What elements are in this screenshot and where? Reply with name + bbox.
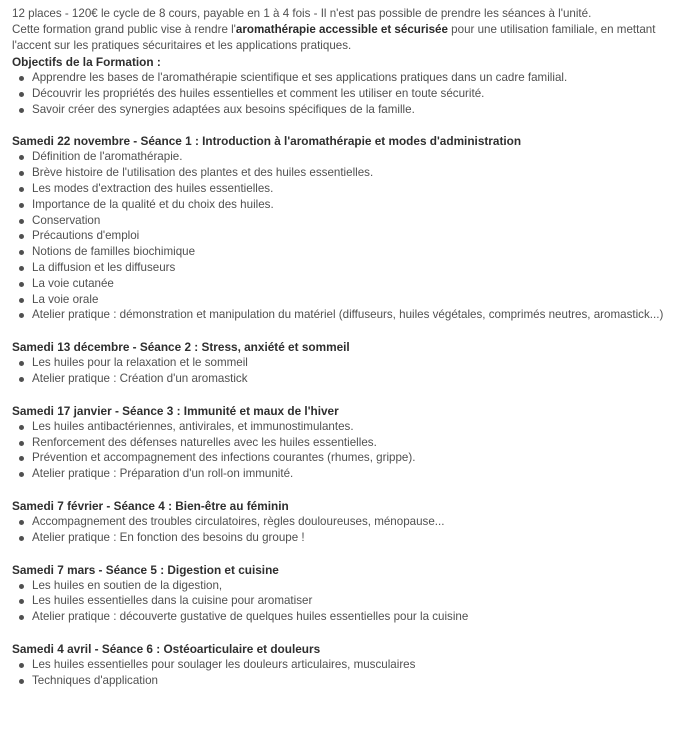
section-title: Samedi 17 janvier - Séance 3 : Immunité et maux de l'hiver [12, 403, 339, 418]
section-title: Samedi 13 décembre - Séance 2 : Stress, anxiété et sommeil [12, 340, 350, 355]
section-block [12, 339, 675, 387]
list-item: Atelier pratique : Création d'un aromastick [32, 371, 675, 387]
section-list [12, 355, 675, 387]
description-before: Cette formation grand public vise à rendre l' [12, 23, 236, 36]
description-text [12, 22, 675, 54]
intro-text: 12 places - 120€ le cycle de 8 cours, payable en 1 à 4 fois - Il n'est pas possible de prendre les séances à l'unité. [12, 7, 592, 20]
section-title: Samedi 4 avril - Séance 6 : Ostéoarticulaire et douleurs [12, 641, 321, 656]
list-item: Atelier pratique : Préparation d'un roll-on immunité. [32, 466, 675, 482]
section-block [12, 403, 675, 482]
list-item: La voie orale [32, 292, 675, 308]
section-block [12, 133, 675, 323]
list-item: Savoir créer des synergies adaptées aux besoins spécifiques de la famille. [32, 102, 675, 118]
list-item: Les modes d'extraction des huiles essentielles. [32, 181, 675, 197]
list-item: Accompagnement des troubles circulatoires, règles douloureuses, ménopause... [32, 514, 675, 530]
list-item: Notions de familles biochimique [32, 244, 675, 260]
list-item: Importance de la qualité et du choix des huiles. [32, 197, 675, 213]
section-list [12, 70, 675, 117]
list-item: Les huiles antibactériennes, antivirales, et immunostimulantes. [32, 419, 675, 435]
section-title: Samedi 22 novembre - Séance 1 : Introduction à l'aromathérapie et modes d'administration [12, 134, 522, 149]
section-list [12, 419, 675, 482]
description-after: pour une utilisation familiale, en mettant l'accent sur les pratiques sécuritaires et les applications pratiques. [12, 23, 656, 52]
list-item: Les huiles essentielles pour soulager les douleurs articulaires, musculaires [32, 657, 675, 673]
list-item: La voie cutanée [32, 276, 675, 292]
sections-container [12, 54, 675, 689]
section-block [12, 641, 675, 689]
section-title: Samedi 7 février - Séance 4 : Bien-être au féminin [12, 498, 289, 513]
list-item: Atelier pratique : démonstration et manipulation du matériel (diffuseurs, huiles végétales, comprimés neutres, aromastick...) [32, 307, 675, 323]
section-list [12, 578, 675, 625]
list-item: Atelier pratique : découverte gustative de quelques huiles essentielles pour la cuisine [32, 609, 675, 625]
section-block [12, 54, 675, 117]
list-item: Techniques d'application [32, 673, 675, 689]
list-item: Apprendre les bases de l'aromathérapie scientifique et ses applications pratiques dans un cadre familial. [32, 70, 675, 86]
list-item: Brève histoire de l'utilisation des plantes et des huiles essentielles. [32, 165, 675, 181]
list-item: Renforcement des défenses naturelles avec les huiles essentielles. [32, 435, 675, 451]
list-item: Découvrir les propriétés des huiles essentielles et comment les utiliser en toute sécurité. [32, 86, 675, 102]
section-list [12, 657, 675, 689]
list-item: Les huiles en soutien de la digestion, [32, 578, 675, 594]
list-item: Précautions d'emploi [32, 228, 675, 244]
list-item: Définition de l'aromathérapie. [32, 149, 675, 165]
list-item: Atelier pratique : En fonction des besoins du groupe ! [32, 530, 675, 546]
list-item: Conservation [32, 213, 675, 229]
section-title: Objectifs de la Formation : [12, 55, 161, 69]
section-block [12, 562, 675, 625]
list-item: Prévention et accompagnement des infections courantes (rhumes, grippe). [32, 450, 675, 466]
description-bold: aromathérapie accessible et sécurisée [235, 23, 448, 36]
section-block [12, 498, 675, 546]
section-title: Samedi 7 mars - Séance 5 : Digestion et cuisine [12, 562, 279, 577]
list-item: La diffusion et les diffuseurs [32, 260, 675, 276]
list-item: Les huiles pour la relaxation et le sommeil [32, 355, 675, 371]
list-item: Les huiles essentielles dans la cuisine pour aromatiser [32, 593, 675, 609]
section-list [12, 149, 675, 323]
section-list [12, 514, 675, 546]
